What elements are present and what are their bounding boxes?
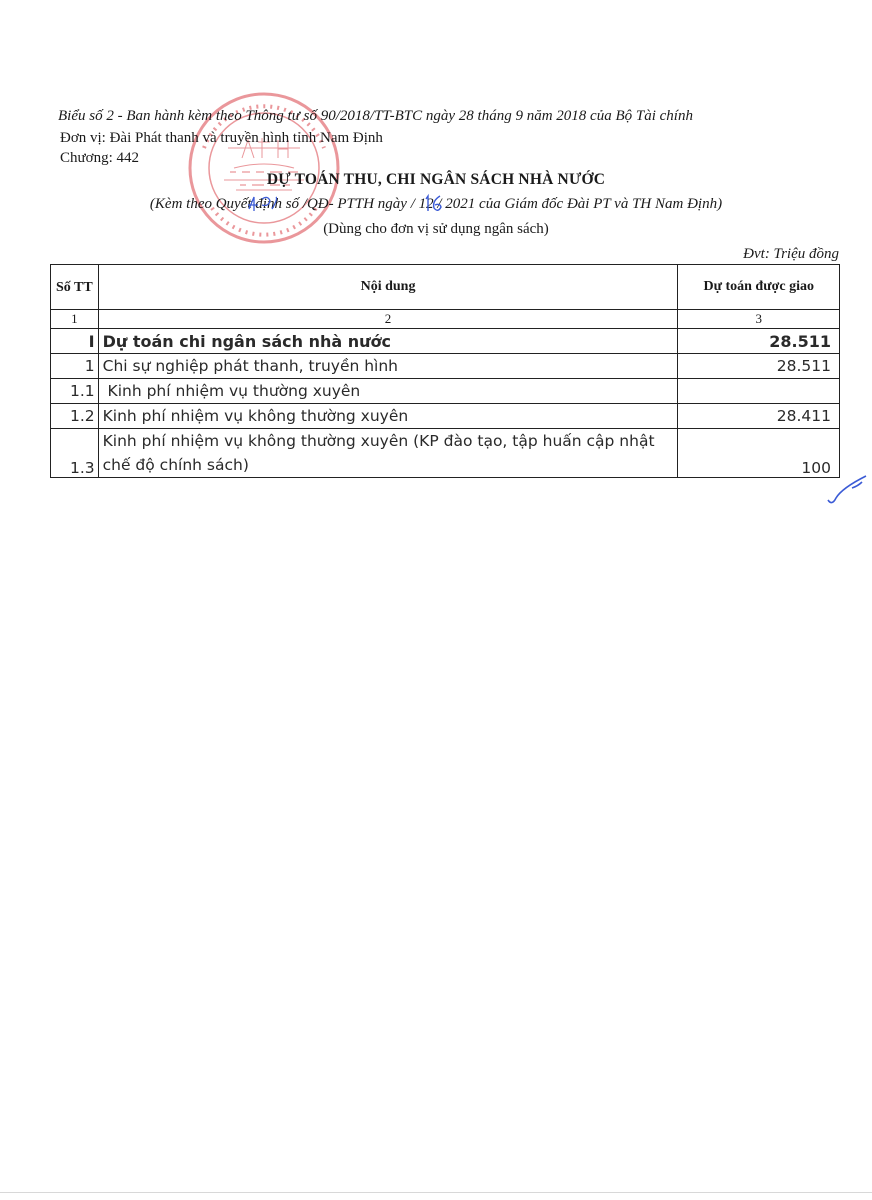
column-index: 3 [678,310,840,329]
row-amount: 28.511 [678,354,840,379]
row-content: Kinh phí nhiệm vụ thường xuyên [98,379,678,404]
row-content: Kinh phí nhiệm vụ không thường xuyên [98,404,678,429]
table-header-row [51,265,840,310]
legal-basis-line: Biểu số 2 - Ban hành kèm theo Thông tư số 90/2018/TT-BTC ngày 28 tháng 9 năm 2018 của Bộ Tài chính [58,108,693,124]
column-index-row [51,310,840,329]
unit-name-line: Đơn vị: Đài Phát thanh và truyền hình tỉnh Nam Định [60,130,383,146]
row-content: Dự toán chi ngân sách nhà nước [98,329,678,354]
decision-reference: (Kèm theo Quyết định số /QĐ- PTTH ngày / 12 / 2021 của Giám đốc Đài PT và TH Nam Định) [149,196,723,212]
table-row [51,354,840,379]
currency-unit: Đvt: Triệu đồng [743,246,839,262]
table-row [51,329,840,354]
row-stt: 1 [51,354,99,379]
handwritten-initial-mark [822,470,872,510]
budget-table [50,264,840,478]
row-amount: 100 [678,429,840,478]
row-content: Kinh phí nhiệm vụ không thường xuyên (KP đào tạo, tập huấn cập nhật chế độ chính sách) [98,429,678,478]
table-row [51,379,840,404]
header-amount: Dự toán được giao [678,265,840,310]
row-stt: 1.2 [51,404,99,429]
row-stt: 1.3 [51,429,99,478]
table-row [51,429,840,478]
handwritten-decision-number [246,193,280,215]
table-row [51,404,840,429]
row-amount: 28.511 [678,329,840,354]
row-amount [678,379,840,404]
usage-note: (Dùng cho đơn vị sử dụng ngân sách) [323,221,549,237]
page-edge-line [0,1192,872,1193]
chapter-line: Chương: 442 [60,150,139,166]
header-content: Nội dung [98,265,678,310]
handwritten-day [422,193,446,215]
row-content: Chi sự nghiệp phát thanh, truyền hình [98,354,678,379]
document-title: DỰ TOÁN THU, CHI NGÂN SÁCH NHÀ NƯỚC [266,171,606,188]
header-stt: Số TT [51,265,99,310]
row-stt: I [51,329,99,354]
row-stt: 1.1 [51,379,99,404]
column-index: 2 [98,310,678,329]
row-amount: 28.411 [678,404,840,429]
column-index: 1 [51,310,99,329]
